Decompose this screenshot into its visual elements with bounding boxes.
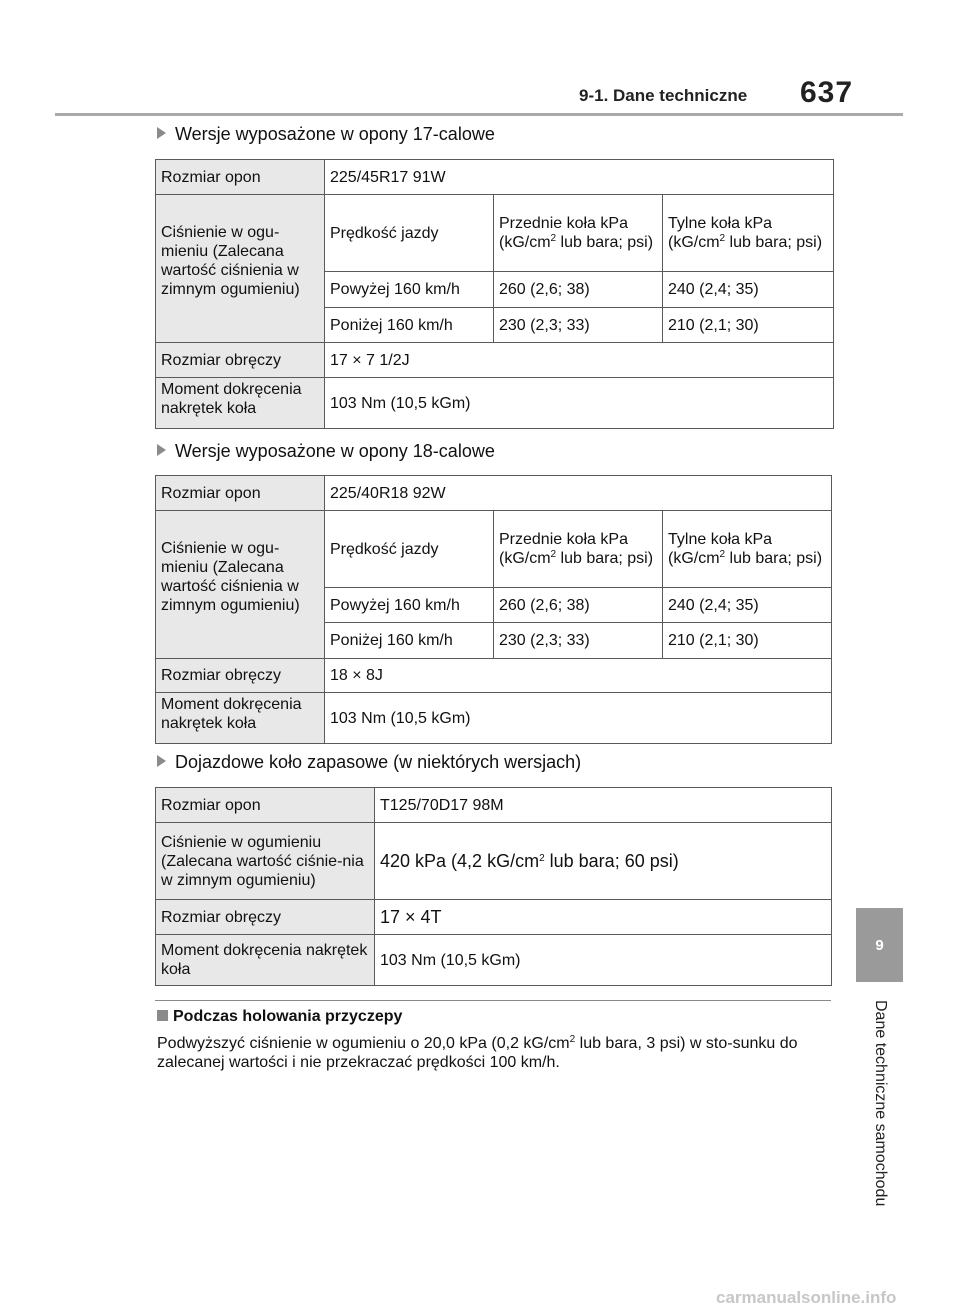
tire-size-value: 225/40R18 92W xyxy=(325,476,832,511)
pressure-label: Ciśnienie w ogu-mieniu (Zalecana wartość ciśnienia w zimnym ogumieniu) xyxy=(156,511,325,659)
torque-value: 103 Nm (10,5 kGm) xyxy=(325,693,832,744)
tire-size-value: 225/45R17 91W xyxy=(325,160,834,195)
torque-label: Moment dokręcenia nakrętek koła xyxy=(156,935,375,986)
speed-value: Poniżej 160 km/h xyxy=(325,308,494,343)
rim-size-value: 17 × 4T xyxy=(375,900,832,935)
speed-label: Prędkość jazdy xyxy=(325,511,494,588)
tire-size-label: Rozmiar opon xyxy=(156,788,375,823)
tire-size-label: Rozmiar opon xyxy=(156,476,325,511)
rim-size-label: Rozmiar obręczy xyxy=(156,900,375,935)
rim-size-label: Rozmiar obręczy xyxy=(156,343,325,378)
arrow-icon xyxy=(157,127,166,139)
section-heading-spare xyxy=(157,752,581,773)
speed-value: Powyżej 160 km/h xyxy=(325,588,494,623)
front-pressure-value: 230 (2,3; 33) xyxy=(494,623,663,659)
header-rule xyxy=(55,113,903,116)
rim-size-value: 17 × 7 1/2J xyxy=(325,343,834,378)
section-heading-18 xyxy=(157,441,495,462)
speed-label: Prędkość jazdy xyxy=(325,195,494,272)
tire-size-value: T125/70D17 98M xyxy=(375,788,832,823)
front-wheels-label: Przednie koła kPa ($kG/cm^2$ lub bara; psi) xyxy=(494,195,663,272)
torque-value: 103 Nm (10,5 kGm) xyxy=(325,378,834,429)
tire-table-18 xyxy=(155,475,832,744)
front-pressure-value: 260 (2,6; 38) xyxy=(494,588,663,623)
rear-wheels-label: Tylne koła kPa ($kG/cm^2$ lub bara; psi) xyxy=(663,195,834,272)
rear-pressure-value: 210 (2,1; 30) xyxy=(663,308,834,343)
rear-pressure-value: 240 (2,4; 35) xyxy=(663,272,834,308)
header-section-title: 9-1. Dane techniczne xyxy=(579,86,748,105)
speed-value: Powyżej 160 km/h xyxy=(325,272,494,308)
rim-size-label: Rozmiar obręczy xyxy=(156,659,325,693)
spare-pressure-value: 420 kPa (4,2 $kG/cm^2$ lub bara; 60 psi) xyxy=(375,823,832,900)
pressure-label: Ciśnienie w ogumieniu (Zalecana wartość ciśnie-nia w zimnym ogumieniu) xyxy=(156,823,375,900)
rear-pressure-value: 240 (2,4; 35) xyxy=(663,588,832,623)
note-heading xyxy=(157,1008,402,1026)
section-heading-text: Wersje wyposażone w opony 17-calowe xyxy=(175,124,495,144)
rear-wheels-label: Tylne koła kPa ($kG/cm^2$ lub bara; psi) xyxy=(663,511,832,588)
note-rule xyxy=(155,1000,831,1001)
rear-pressure-value: 210 (2,1; 30) xyxy=(663,623,832,659)
page-number: 637 xyxy=(800,76,854,109)
torque-value: 103 Nm (10,5 kGm) xyxy=(375,935,832,986)
arrow-icon xyxy=(157,755,166,767)
section-heading-text: Wersje wyposażone w opony 18-calowe xyxy=(175,441,495,461)
front-pressure-value: 260 (2,6; 38) xyxy=(494,272,663,308)
chapter-tab[interactable]: 9 xyxy=(856,908,903,982)
speed-value: Poniżej 160 km/h xyxy=(325,623,494,659)
square-bullet-icon xyxy=(157,1010,168,1021)
torque-label: Moment dokręcenia nakrętek koła xyxy=(156,693,325,744)
section-heading-17 xyxy=(157,124,495,145)
spare-tire-table xyxy=(155,787,832,986)
torque-label: Moment dokręcenia nakrętek koła xyxy=(156,378,325,429)
tire-size-label: Rozmiar opon xyxy=(156,160,325,195)
note-text: Podwyższyć ciśnienie w ogumieniu o 20,0 kPa (0,2 $kG/cm^2$ lub bara, 3 psi) w sto-sunku do zalecanej wartości i nie przekraczać prędkości 100 km/h. xyxy=(157,1034,798,1071)
watermark: carmanualsonline.info xyxy=(716,1288,897,1307)
pressure-label: Ciśnienie w ogu-mieniu (Zalecana wartość ciśnienia w zimnym ogumieniu) xyxy=(156,195,325,343)
note-heading-text: Podczas holowania przyczepy xyxy=(173,1008,403,1025)
tire-table-17 xyxy=(155,159,834,429)
front-pressure-value: 230 (2,3; 33) xyxy=(494,308,663,343)
arrow-icon xyxy=(157,444,166,456)
chapter-side-label: Dane techniczne samochodu xyxy=(872,1000,889,1207)
rim-size-value: 18 × 8J xyxy=(325,659,832,693)
front-wheels-label: Przednie koła kPa ($kG/cm^2$ lub bara; psi) xyxy=(494,511,663,588)
section-heading-text: Dojazdowe koło zapasowe (w niektórych wersjach) xyxy=(175,752,582,772)
